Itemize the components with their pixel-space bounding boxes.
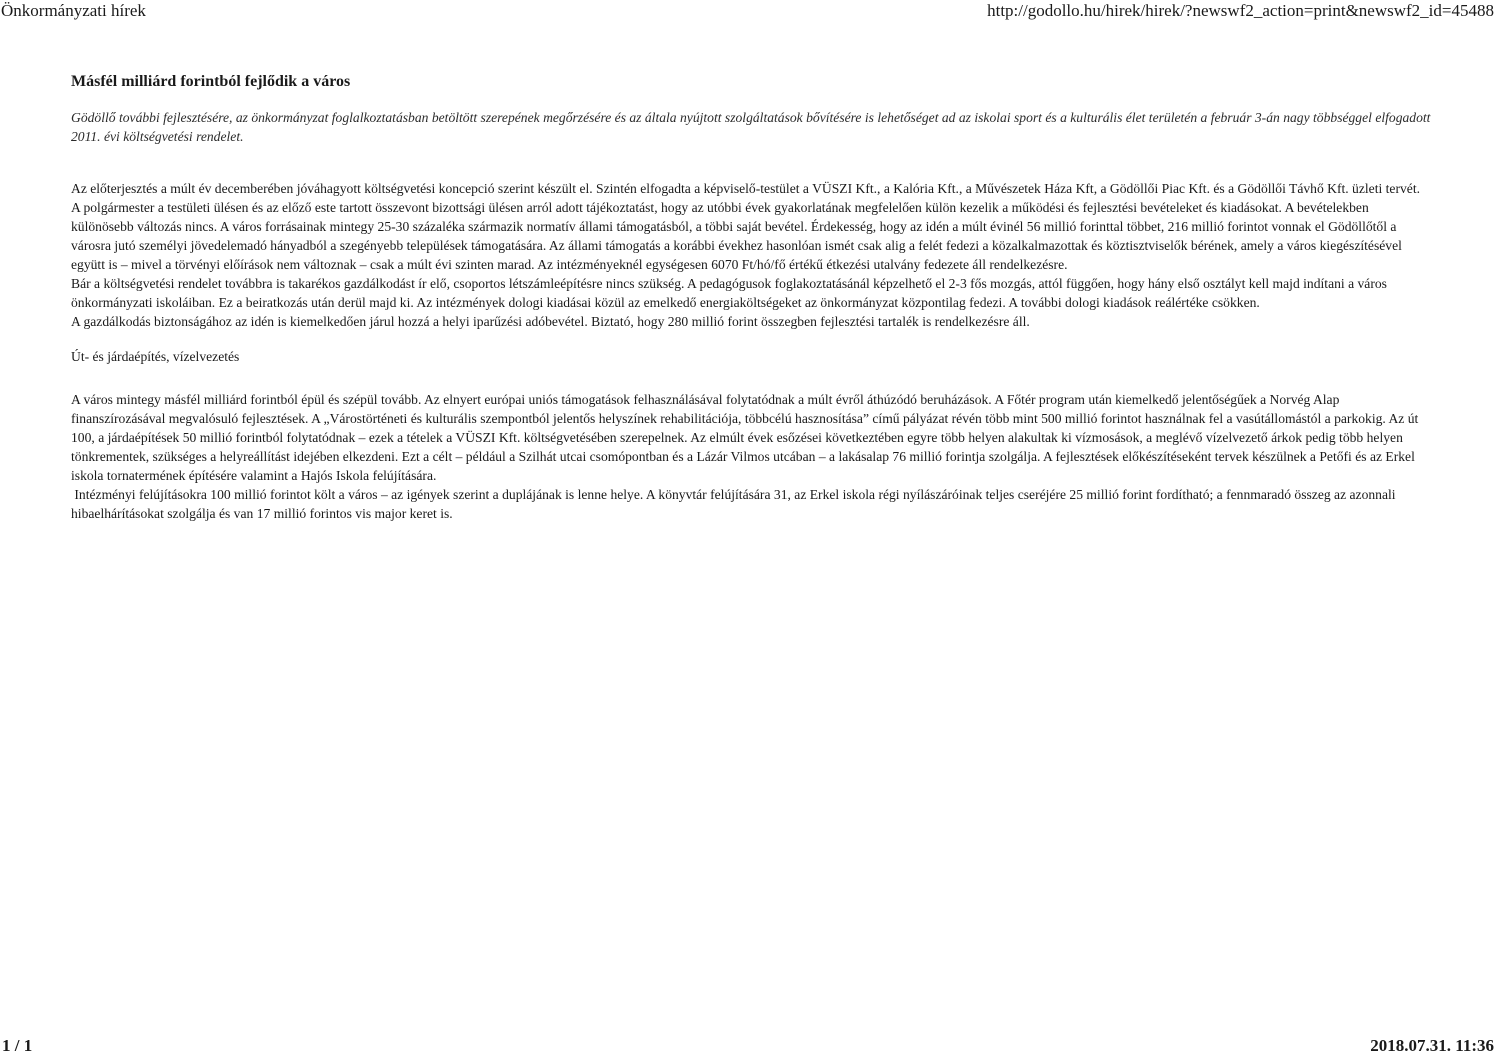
body-paragraph: Intézményi felújításokra 100 millió forintot költ a város – az igények szerint a duplájának is lenne helye. A könyvtár felújítására 31, az Erkel iskola régi nyílászáróinak teljes cseréjére 25 millió forint fordítható; a fennmaradó összeg az azonnali hibaelhárításokat szolgálja és van 17 millió forintos vis major keret is.: [71, 487, 1399, 521]
body-paragraph: A gazdálkodás biztonságához az idén is kiemelkedően járul hozzá a helyi iparűzési adóbevétel. Biztató, hogy 280 millió forint összegben fejlesztési tartalék is rendelkezésre áll.: [71, 314, 1030, 329]
body-paragraph: Az előterjesztés a múlt év decemberében jóváhagyott költségvetési koncepció szerint készült el. Szintén elfogadta a képviselő-testület a VÜSZI Kft., a Kalória Kft., a Művészetek Háza Kft, a Gödöllői Piac Kft. és a Gödöllői Távhő Kft. üzleti tervét.: [71, 181, 1420, 196]
print-header-site: Önkormányzati hírek: [1, 1, 146, 20]
section-heading: Út- és járdaépítés, vízelvezetés: [71, 349, 240, 364]
body-paragraph: A város mintegy másfél milliárd forintból épül és szépül tovább. Az elnyert európai uniós támogatások felhasználásával folytatódnak a múlt évről áthúzódó beruházások. A Főtér program után kiemelkedő jelentőségűek a Norvég Alap finanszírozásával megvalósuló fejlesztések. A „Várostörténeti és kulturális szempontból jelentős helyszínek rehabilitációja, többcélú hasznosítása” című pályázat révén több mint 500 millió forintot használnak fel a vasútállomástól a parkokig. Az út 100, a járdaépítések 50 millió forintból folytatódnak – ezek a tételek a VÜSZI Kft. költségvetésében szerepelnek. Az elmúlt évek esőzései következtében egyre több helyen alakultak ki vízmosások, a meglévő vízelvezető árkok pedig több helyen tönkrementek, szükséges a helyreállítást idejében elkezdeni. Ezt a célt – például a Szilhát utcai csomópontban és a Lázár Vilmos utcában – a lakásalap 76 millió forintja szolgálja. A fejlesztések előkészítéseként tervek készülnek a Petőfi és az Erkel iskola tornatermének építésére valamint a Hajós Iskola felújítására.: [71, 392, 1419, 483]
article-body-part2: [71, 390, 1431, 523]
article: [71, 72, 1431, 523]
article-body-part1: [71, 179, 1431, 331]
body-paragraph: A polgármester a testületi ülésen és az előző este tartott összevont bizottsági ülésen arról adott tájékoztatást, hogy az utóbbi évek gyakorlatának megfelelően külön kezelik a működési és fejlesztési bevételeket és kiadásokat. A bevételekben különösebb változás nincs. A város forrásainak mintegy 25-30 százaléka származik normatív állami támogatásból, a többi saját bevétel. Érdekesség, hogy az idén a múlt évinél 56 millió forinttal többet, 216 millió forintot vonnak el Gödöllőtől a városra jutó személyi jövedelemadó hányadból a szegényebb települések támogatására. Az állami támogatás a korábbi évekhez hasonlóan ismét csak alig a felét fedezi a közalkalmazottak és köztisztviselők bérének, amely a város kiegészítésével együtt is – mivel a törvényi előírások nem változnak – csak a múlt évi szinten marad. Az intézményeknél egységesen 6070 Ft/hó/fő értékű étkezési utalvány fedezete áll rendelkezésre.: [71, 200, 1402, 272]
print-footer-page-number: 1 / 1: [2, 1036, 33, 1055]
print-footer-timestamp: 2018.07.31. 11:36: [1370, 1036, 1494, 1055]
article-lead: Gödöllő további fejlesztésére, az önkormányzat foglalkoztatásban betöltött szerepének megőrzésére és az általa nyújtott szolgáltatások bővítésére is lehetőséget ad az iskolai sport és a kulturális élet területén a február 3-án nagy többséggel elfogadott 2011. évi költségvetési rendelet.: [71, 110, 1431, 144]
print-header-url: http://godollo.hu/hirek/hirek/?newswf2_action=print&newswf2_id=45488: [987, 1, 1494, 20]
body-paragraph: Bár a költségvetési rendelet továbbra is takarékos gazdálkodást ír elő, csoportos létszámleépítésre nincs szükség. A pedagógusok foglakoztatásánál képzelhető el 2-3 fős mozgás, attól függően, hogy hány első osztályt kell majd indítani a város önkormányzati iskoláiban. Ez a beiratkozás után derül majd ki. Az intézmények dologi kiadásai közül az emelkedő energiaköltségeket az önkormányzat központilag fedezi. A további dologi kiadások reálértéke csökken.: [71, 276, 1387, 310]
article-title: Másfél milliárd forintból fejlődik a város: [71, 73, 351, 90]
